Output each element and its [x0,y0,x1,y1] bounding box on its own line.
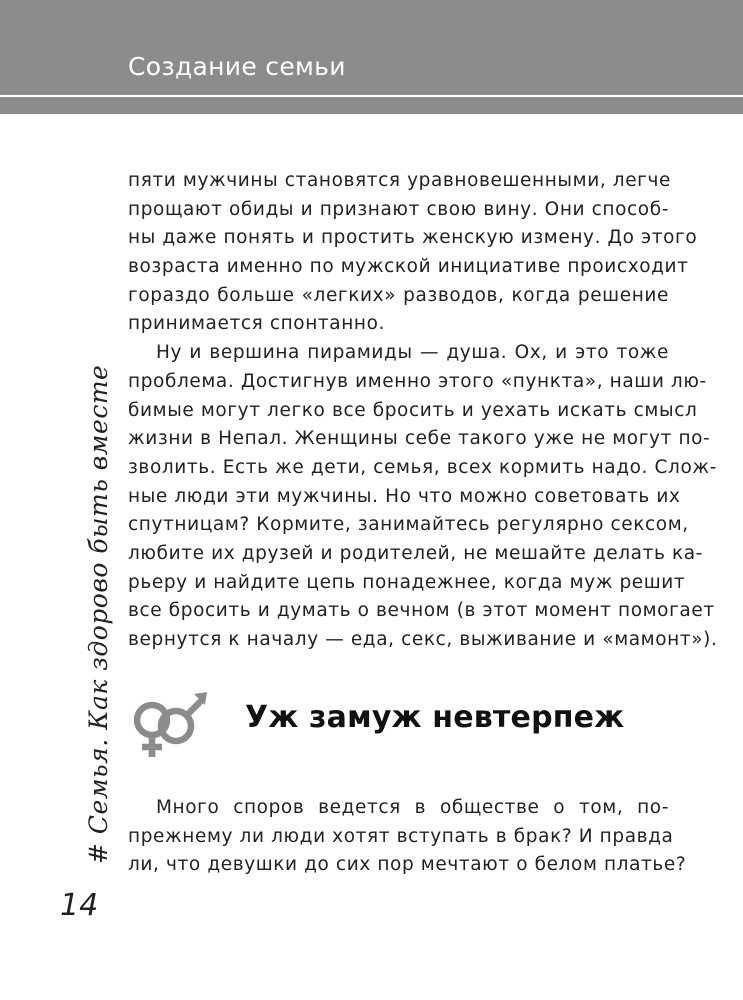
text-line: спутницам? Кормите, занимайтесь регулярно сексом, [128,514,689,536]
text-line: прощают обиды и признают свою вину. Они способ- [128,198,669,220]
page-header [0,0,743,114]
text-line: принимается спонтанно. [128,313,385,335]
text-line: бимые могут легко все бросить и уехать искать смысл [128,399,698,421]
text-line: возраста именно по мужской инициативе происходит [128,256,689,278]
text-line: пяти мужчины становятся уравновешенными, легче [128,170,672,191]
text-line: Много споров ведется в обществе о том, по- [156,797,669,818]
text-line: Ну и вершина пирамиды — душа. Ох, и это тоже [156,342,669,364]
text-line: любите их друзей и родителей, не мешайте делать ка- [128,542,703,564]
body-text-block-1 [128,167,718,655]
gender-symbols-icon [128,688,212,760]
page-number: 14 [60,888,99,923]
text-line: ны даже понять и простить женскую измену. До этого [128,227,698,249]
section-heading: Уж замуж невтерпеж [245,700,625,735]
body-text-block-2 [128,794,687,880]
text-line: все бросить и думать о вечном (в этот момент помогает [128,600,715,622]
text-line: жизни в Непал. Женщины себе такого уже не могут по- [128,428,711,450]
text-line: гораздо больше «легких» разводов, когда решение [128,284,669,306]
text-line: прежнему ли люди хотят вступать в брак? И правда [128,825,674,847]
header-divider [0,95,743,97]
text-line: рьеру и найдите цепь понадежнее, когда муж решит [128,571,686,593]
text-line: зволить. Есть же дети, семья, всех кормить надо. Слож- [128,456,717,478]
text-line: вернутся к началу — еда, секс, выживание и «мамонт»). [128,629,718,650]
running-title-vertical: # Семья. Как здорово быть вместе [84,364,113,864]
text-line: ли, что девушки до сих пор мечтают о белом платье? [128,854,687,876]
text-line: проблема. Достигнув именно этого «пункта», наши лю- [128,370,707,392]
text-line: ные люди эти мужчины. Но что можно советовать их [128,485,681,507]
chapter-title: Создание семьи [128,52,346,81]
